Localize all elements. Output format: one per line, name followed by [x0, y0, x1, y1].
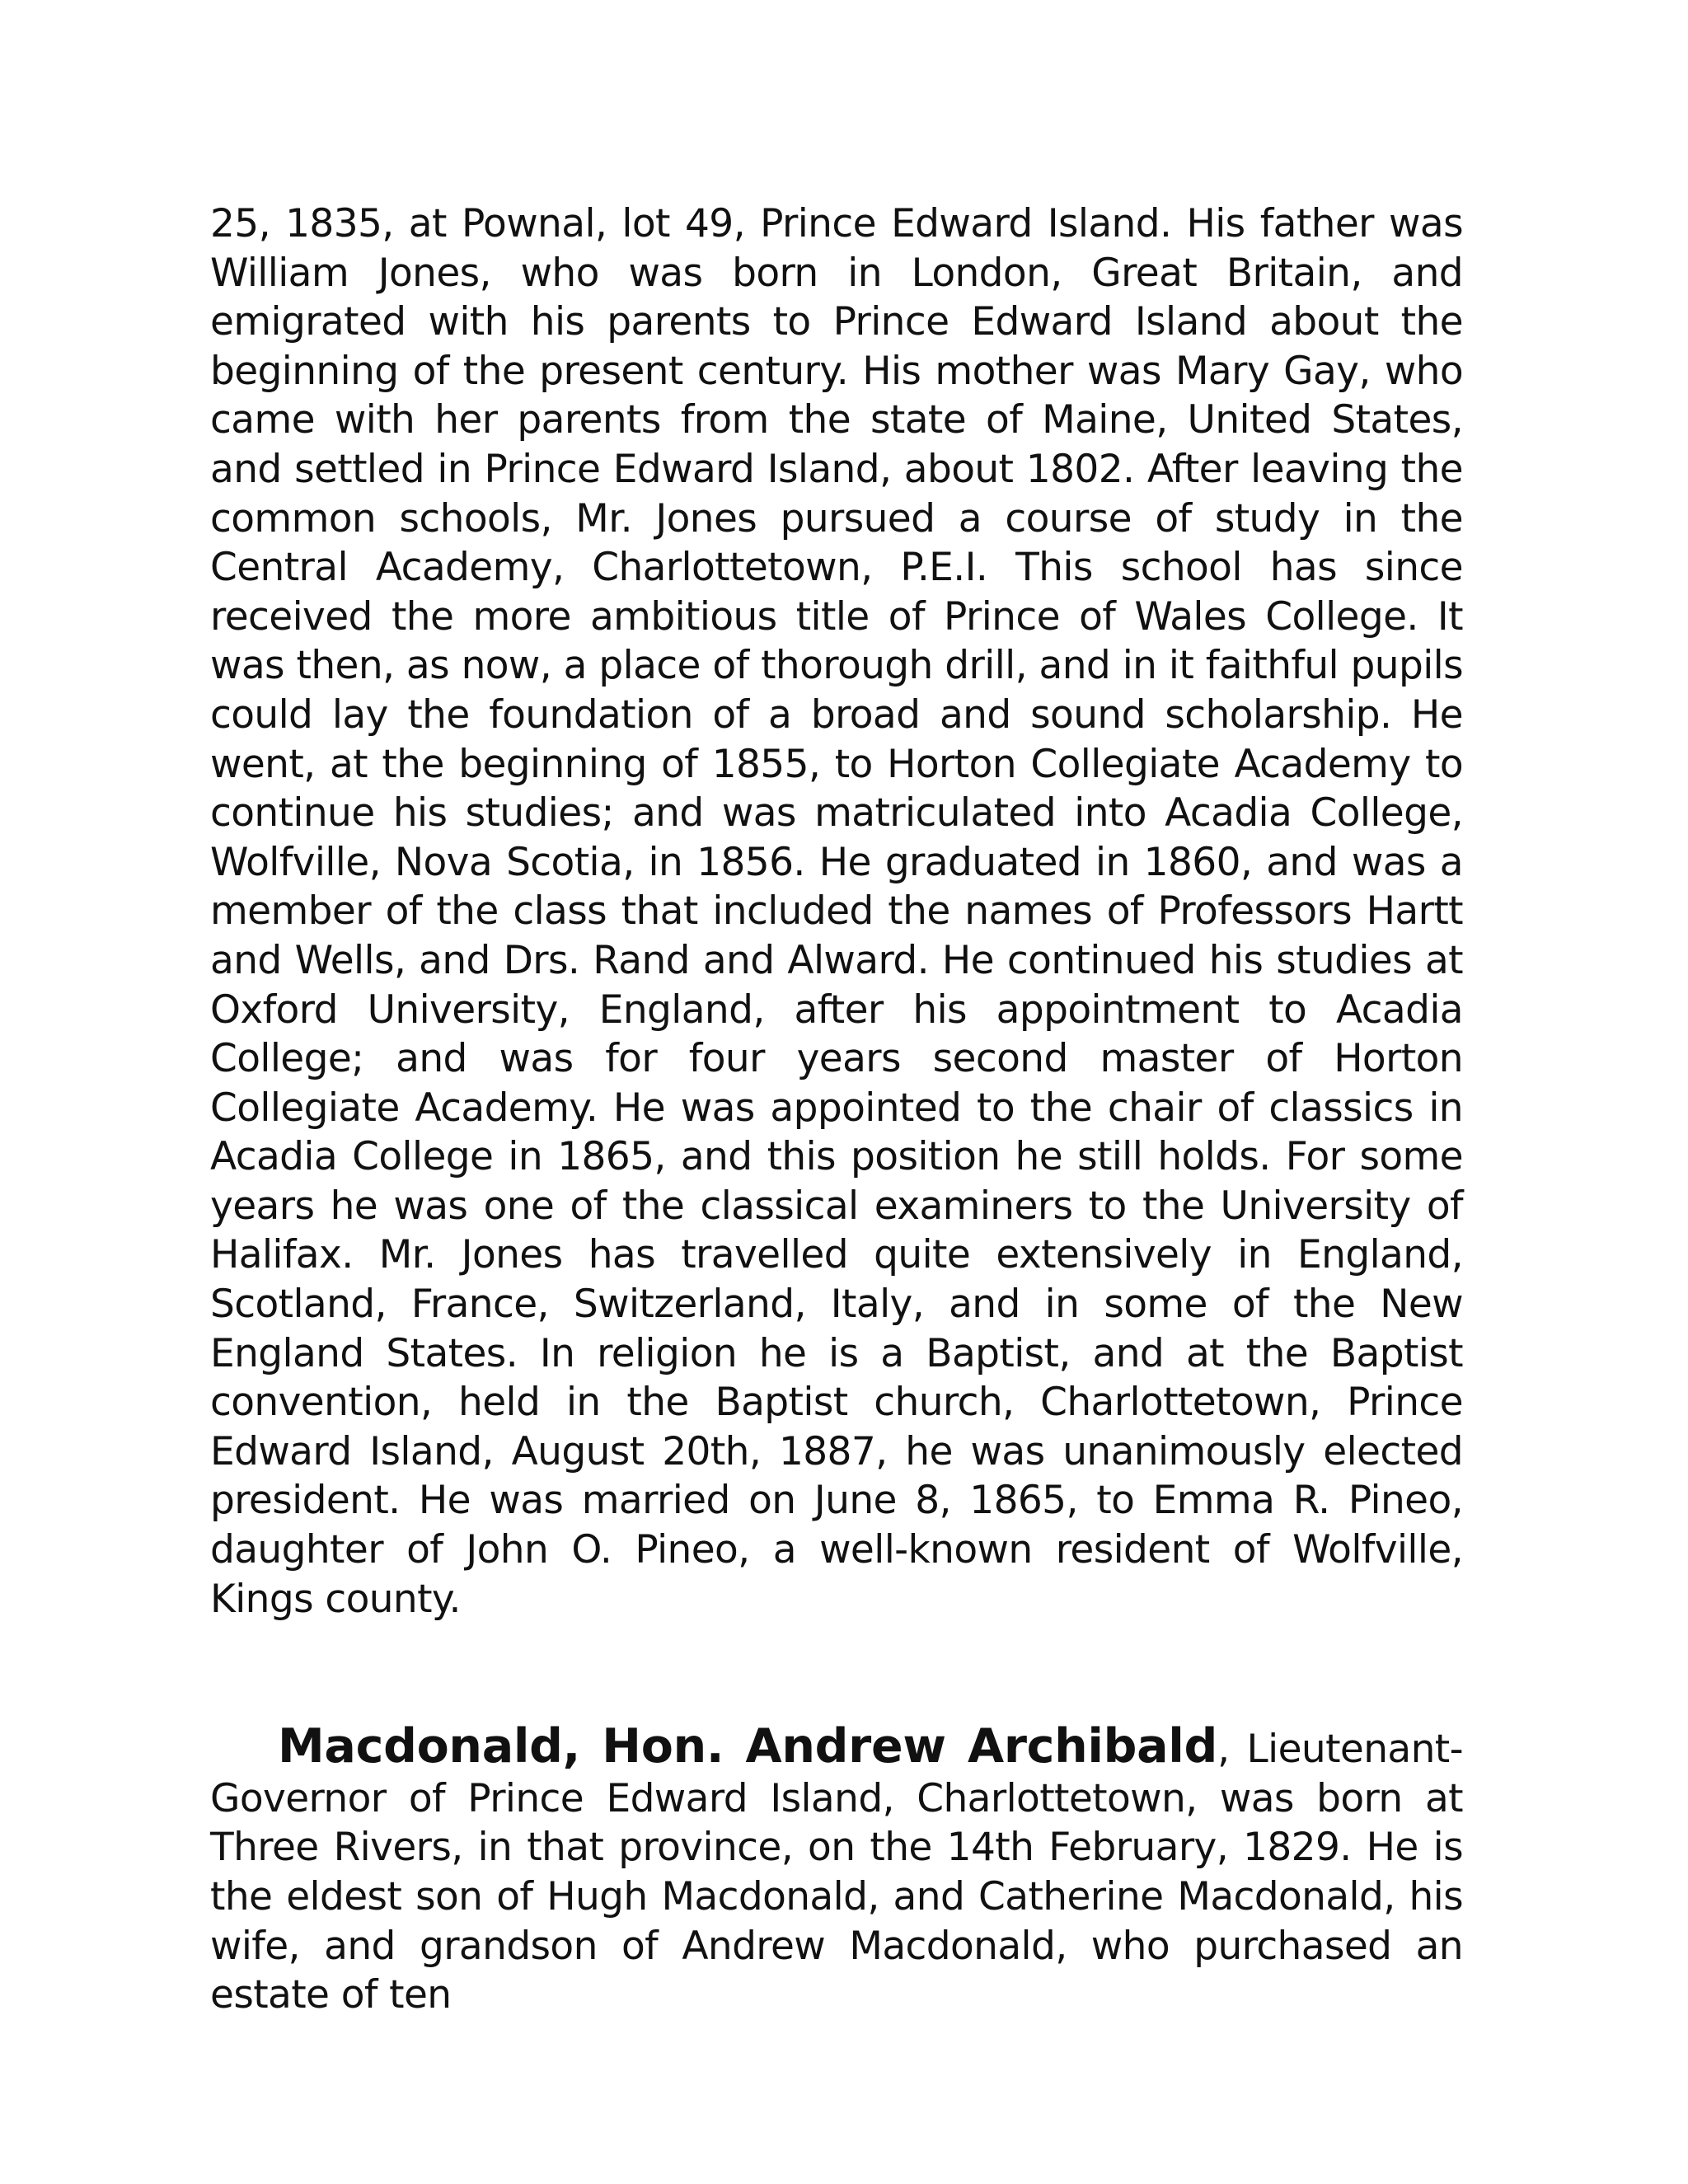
document-page — [210, 199, 1463, 2020]
biography-continuation-paragraph: 25, 1835, at Pownal, lot 49, Prince Edward Island. His father was William Jones, who was born in London, Great Britain, and emigrated with his parents to Prince Edward Island about the beginning of the present century. His mother was Mary Gay, who came with her parents from the state of Maine, United States, and settled in Prince Edward Island, about 1802. After leaving the common schools, Mr. Jones pursued a course of study in the Central Academy, Charlottetown, P.E.I. This school has since received the more ambitious title of Prince of Wales College. It was then, as now, a place of thorough drill, and in it faithful pupils could lay the foundation of a broad and sound scholarship. He went, at the beginning of 1855, to Horton Collegiate Academy to continue his studies; and was matriculated into Acadia College, Wolfville, Nova Scotia, in 1856. He graduated in 1860, and was a member of the class that included the names of Professors Hartt and Wells, and Drs. Rand and Alward. He continued his studies at Oxford University, England, after his appointment to Acadia College; and was for four years second master of Horton Collegiate Academy. He was appointed to the chair of classics in Acadia College in 1865, and this position he still holds. For some years he was one of the classical examiners to the University of Halifax. Mr. Jones has travelled quite extensively in England, Scotland, France, Switzerland, Italy, and in some of the New England States. In religion he is a Baptist, and at the Baptist convention, held in the Baptist church, Charlottetown, Prince Edward Island, August 20th, 1887, he was unanimously elected president. He was married on June 8, 1865, to Emma R. Pineo, daughter of John O. Pineo, a well-known resident of Wolfville, Kings county. — [210, 201, 1463, 1622]
entry-body: , Lieutenant-Governor of Prince Edward Island, Charlottetown, was born at Three Rivers, in that province, on the 14th February, 1829. He is the eldest son of Hugh Macdonald, and Catherine Macdonald, his wife, and grandson of Andrew Macdonald, who purchased an estate of ten — [210, 1727, 1463, 2018]
entry-heading: Macdonald, Hon. Andrew Archibald — [278, 1719, 1218, 1774]
biography-entry-macdonald — [210, 1719, 1463, 2020]
